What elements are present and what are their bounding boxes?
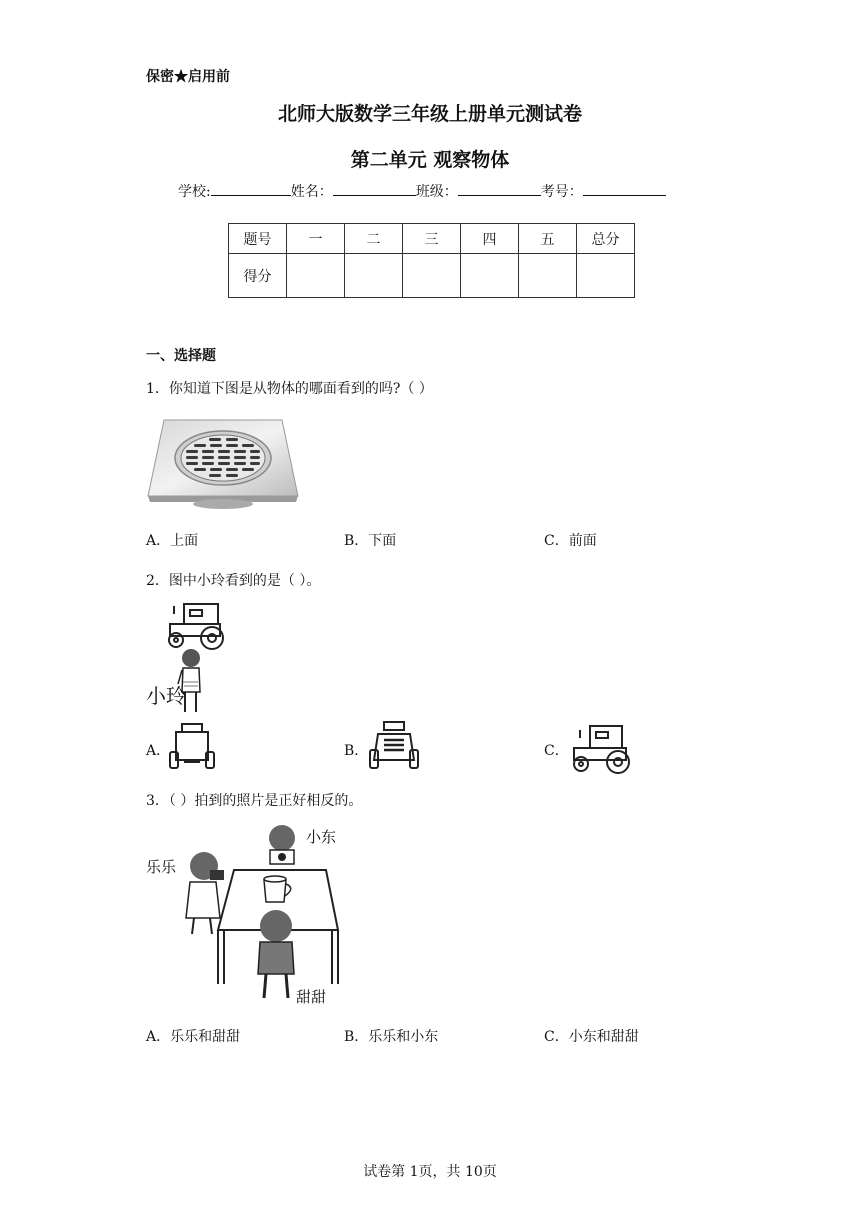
class-label: 班级：	[415, 184, 458, 200]
score-table-score-row	[229, 254, 635, 298]
q2-option-c: C．	[544, 743, 569, 759]
q1-option-b: B．下面	[344, 533, 397, 549]
page-footer: 试卷第 1页，共 10页	[363, 1164, 497, 1180]
score-cell	[345, 254, 403, 298]
student-info-line	[178, 181, 666, 201]
section-title: 一、选择题	[146, 348, 216, 364]
xiaodong-label: 小东	[306, 828, 337, 846]
score-cell	[287, 254, 345, 298]
score-header-cell: 三	[403, 224, 461, 254]
score-table-header-row	[229, 224, 635, 254]
xiaoling-label: 小玲	[146, 684, 186, 708]
score-cell	[519, 254, 577, 298]
score-header-cell: 四	[461, 224, 519, 254]
q2-option-a: A．	[146, 743, 171, 759]
q3-option-a: A．乐乐和甜甜	[146, 1029, 241, 1045]
q1-option-a: A．上面	[146, 533, 199, 549]
question-2-text: 2．图中小玲看到的是（ ）。	[146, 573, 321, 589]
table-photographers-image	[146, 822, 346, 1012]
tractor-front-view-image	[370, 720, 418, 772]
lele-label: 乐乐	[146, 858, 177, 876]
exam-no-blank	[583, 181, 666, 196]
tractor-side-view-image	[160, 600, 230, 652]
q3-option-b: B．乐乐和小东	[344, 1029, 439, 1045]
name-label: 姓名：	[290, 184, 333, 200]
score-header-cell: 题号	[229, 224, 287, 254]
tractor-side-view-option-image	[568, 722, 634, 774]
school-blank	[211, 181, 291, 196]
question-1-text: 1．你知道下图是从物体的哪面看到的吗?（ ）	[146, 381, 433, 397]
q3-option-c: C．小东和甜甜	[544, 1029, 639, 1045]
q2-option-b: B．	[344, 743, 369, 759]
score-row-label: 得分	[229, 254, 287, 298]
floor-drain-image	[146, 418, 300, 510]
q1-option-c: C．前面	[544, 533, 597, 549]
score-header-cell: 五	[519, 224, 577, 254]
exam-no-label: 考号：	[540, 184, 583, 200]
confidential-label: 保密★启用前	[146, 69, 230, 85]
school-label: 学校:	[178, 184, 211, 200]
score-header-cell: 一	[287, 224, 345, 254]
name-blank	[333, 181, 416, 196]
score-header-cell: 二	[345, 224, 403, 254]
score-cell	[461, 254, 519, 298]
tiantian-label: 甜甜	[296, 988, 327, 1006]
class-blank	[458, 181, 541, 196]
score-header-cell: 总分	[577, 224, 635, 254]
page-subtitle: 第二单元 观察物体	[350, 149, 510, 171]
score-table	[228, 223, 635, 298]
score-cell	[403, 254, 461, 298]
question-3-text: 3．（ ）拍到的照片是正好相反的。	[146, 793, 363, 809]
tractor-back-view-image	[170, 722, 214, 772]
score-cell	[577, 254, 635, 298]
page-title: 北师大版数学三年级上册单元测试卷	[277, 103, 582, 125]
